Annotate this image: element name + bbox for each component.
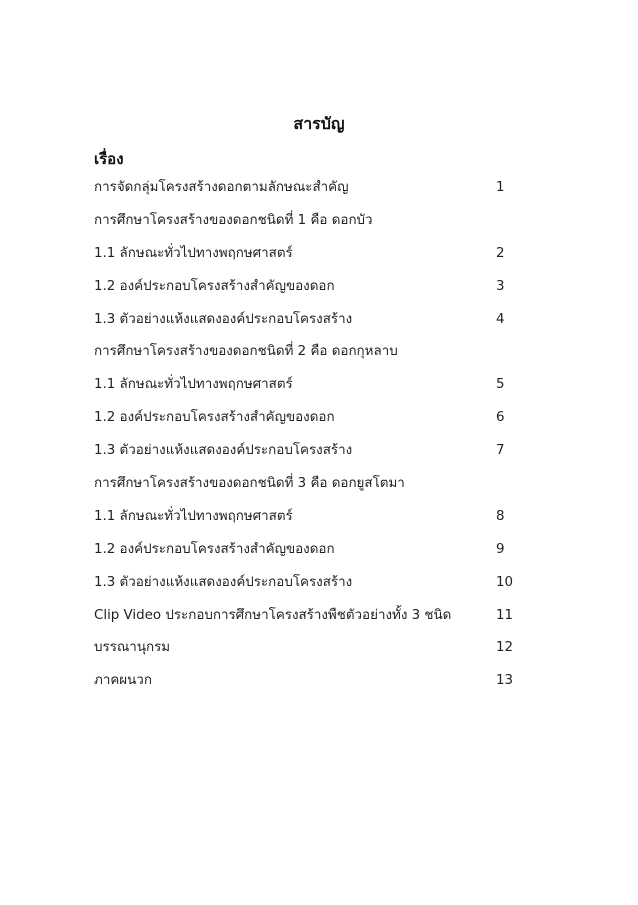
- toc-entry: [94, 606, 514, 639]
- toc-entry-title: 1.1 ลักษณะทั่วไปทางพฤกษศาสตร์: [94, 377, 293, 393]
- toc-entry: [94, 375, 514, 408]
- toc-entry-title: ภาคผนวก: [94, 673, 152, 689]
- toc-entry-title: 1.2 องค์ประกอบโครงสร้างสำคัญของดอก: [94, 410, 335, 426]
- toc-section-heading: [94, 342, 514, 375]
- toc-entry-page: 7: [496, 443, 505, 459]
- toc-entry: [94, 244, 514, 277]
- toc-entry-title: การศึกษาโครงสร้างของดอกชนิดที่ 3 คือ ดอกยูสโตมา: [94, 476, 405, 492]
- toc-entry-page: 3: [496, 278, 505, 294]
- toc-entry-title: การศึกษาโครงสร้างของดอกชนิดที่ 2 คือ ดอกกุหลาบ: [94, 344, 398, 360]
- page-title: สารบัญ: [293, 114, 345, 133]
- toc-entry: [94, 277, 514, 310]
- toc-entry-page: 13: [496, 673, 514, 689]
- toc-entry-page: 5: [496, 377, 505, 393]
- toc-entry-title: บรรณานุกรม: [94, 640, 171, 656]
- toc-entry-title: 1.1 ลักษณะทั่วไปทางพฤกษศาสตร์: [94, 245, 293, 261]
- toc-entry: [94, 638, 514, 671]
- subject-column-header: เรื่อง: [94, 150, 124, 168]
- toc-entry-title: 1.2 องค์ประกอบโครงสร้างสำคัญของดอก: [94, 278, 335, 294]
- table-of-contents: [94, 178, 514, 704]
- toc-entry-page: 1: [496, 180, 505, 195]
- toc-entry-page: 10: [496, 574, 514, 590]
- toc-entry-page: 11: [496, 607, 514, 623]
- toc-entry-title: การจัดกลุ่มโครงสร้างดอกตามลักษณะสำคัญ: [94, 180, 349, 195]
- toc-entry: [94, 573, 514, 606]
- toc-entry-page: 12: [496, 640, 514, 656]
- toc-entry: [94, 441, 514, 474]
- toc-entry-title: Clip Video ประกอบการศึกษาโครงสร้างพืชตัวอย่างทั้ง 3 ชนิด: [94, 607, 452, 623]
- toc-entry: [94, 310, 514, 343]
- toc-entry-title: 1.1 ลักษณะทั่วไปทางพฤกษศาสตร์: [94, 508, 293, 524]
- toc-entry-page: 9: [496, 541, 505, 557]
- toc-entry-page: 6: [496, 410, 505, 426]
- toc-entry-title: 1.3 ตัวอย่างแห้งแสดงองค์ประกอบโครงสร้าง: [94, 443, 353, 459]
- toc-entry-title: 1.2 องค์ประกอบโครงสร้างสำคัญของดอก: [94, 541, 335, 557]
- toc-entry: [94, 408, 514, 441]
- toc-entry-page: 4: [496, 311, 505, 327]
- toc-entry: [94, 507, 514, 540]
- toc-entry-title: 1.3 ตัวอย่างแห้งแสดงองค์ประกอบโครงสร้าง: [94, 311, 353, 327]
- toc-entry: [94, 540, 514, 573]
- toc-entry-title: การศึกษาโครงสร้างของดอกชนิดที่ 1 คือ ดอกบัว: [94, 212, 373, 228]
- toc-entry-page: 2: [496, 245, 505, 261]
- toc-entry: [94, 178, 514, 211]
- toc-entry-title: 1.3 ตัวอย่างแห้งแสดงองค์ประกอบโครงสร้าง: [94, 574, 353, 590]
- toc-section-heading: [94, 474, 514, 507]
- toc-entry-page: 8: [496, 508, 505, 524]
- toc-section-heading: [94, 211, 514, 244]
- toc-entry: [94, 671, 514, 704]
